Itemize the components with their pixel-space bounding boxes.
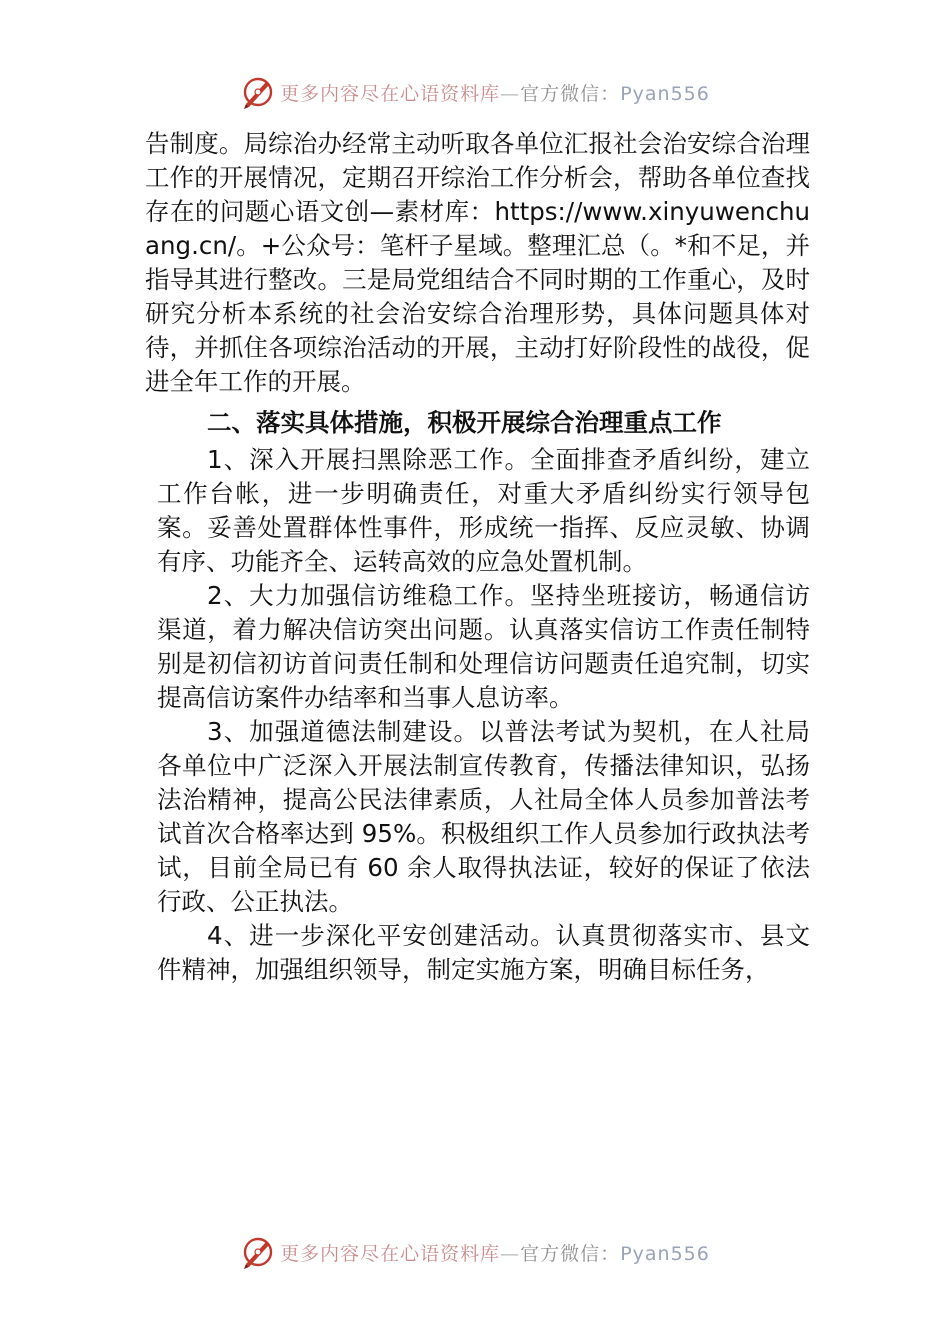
watermark-text (280, 1239, 710, 1266)
watermark-text (280, 79, 710, 106)
watermark-wechat-label: 官方微信： (520, 82, 621, 105)
section-heading: 二、落实具体措施，积极开展综合治理重点工作 (207, 408, 722, 437)
watermark-main: 更多内容尽在心语资料库 (280, 1242, 501, 1265)
list-item-1: 1、深入开展扫黑除恶工作。全面排查矛盾纠纷，建立工作台帐，进一步明确责任，对重大矛盾纠纷实行领导包案。妥善处置群体性事件，形成统一指挥、反应灵敏、协调有序、功能齐全、运转高效的应急处置机制。 (157, 445, 810, 576)
watermark-main: 更多内容尽在心语资料库 (280, 82, 501, 105)
pen-logo-icon (240, 74, 276, 110)
watermark-wechat-label: 官方微信： (520, 1242, 621, 1265)
watermark-wechat-id: Pyan556 (620, 82, 710, 105)
watermark-separator: — (500, 1242, 521, 1265)
watermark-wechat-id: Pyan556 (620, 1242, 710, 1265)
header-watermark (0, 72, 950, 112)
watermark-separator: — (500, 82, 521, 105)
document-body (145, 127, 810, 987)
list-item-3: 3、加强道德法制建设。以普法考试为契机，在人社局各单位中广泛深入开展法制宣传教育，传播法律知识，弘扬法治精神，提高公民法律素质，人社局全体人员参加普法考试首次合格率达到 95%。积极组织工作人员参加行政执法考试，目前全局已有 60 余人取得执法证，较好的保证了依法行政、公正执法。 (157, 717, 810, 916)
list-item-4: 4、进一步深化平安创建活动。认真贯彻落实市、县文件精神，加强组织领导，制定实施方案，明确目标任务， (157, 921, 810, 984)
paragraph-continued: 告制度。局综治办经常主动听取各单位汇报社会治安综合治理工作的开展情况，定期召开综治工作分析会，帮助各单位查找存在的问题心语文创—素材库：https://www.xinyuwenchuang.cn/。+公众号：笔杆子星域。整理汇总（。*和不足，并指导其进行整改。三是局党组结合不同时期的工作重心，及时研究分析本系统的社会治安综合治理形势，具体问题具体对待，并抓住各项综治活动的开展，主动打好阶段性的战役，促进全年工作的开展。 (145, 129, 810, 396)
footer-watermark (0, 1232, 950, 1272)
pen-logo-icon (240, 1234, 276, 1270)
list-item-2: 2、大力加强信访维稳工作。坚持坐班接访，畅通信访渠道，着力解决信访突出问题。认真落实信访工作责任制特别是初信初访首问责任制和处理信访问题责任追究制，切实提高信访案件办结率和当事人息访率。 (157, 581, 810, 712)
